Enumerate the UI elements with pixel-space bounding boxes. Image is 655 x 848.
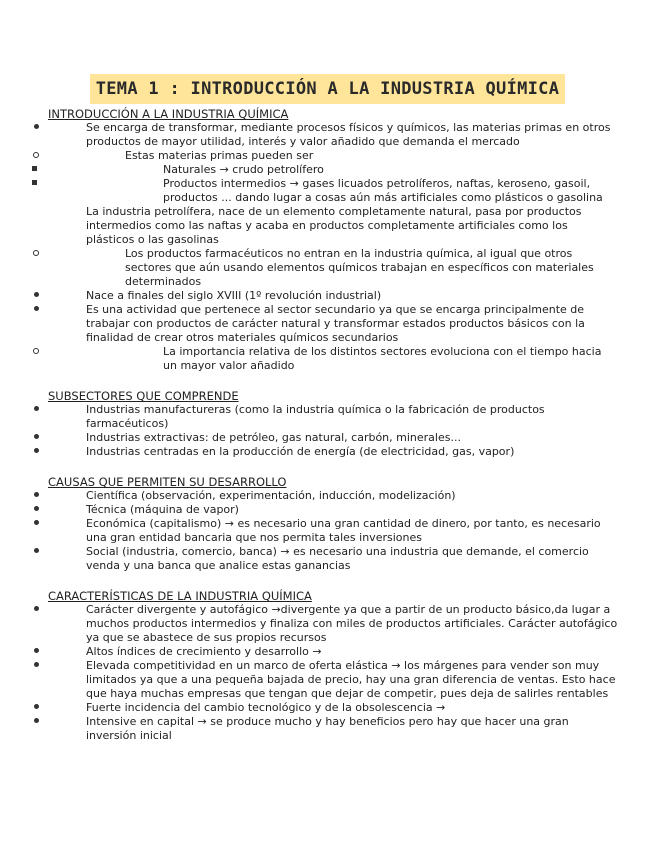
list-item [48,445,618,459]
list-item [48,431,618,445]
list-item-text: Nace a finales del siglo XVIII (1º revolución industrial) [86,289,382,302]
title-wrap [0,74,655,104]
list-item-text: Se encarga de transformar, mediante procesos físicos y químicos, las materias primas en otros productos de mayor utilidad, interés y valor añadido que demanda el mercado [86,121,611,148]
bullet-icon [30,303,42,317]
list-item [48,345,618,373]
bullet-list [48,403,618,459]
bullet-icon [30,517,42,531]
list-item [48,403,618,431]
list-item [48,289,618,303]
list-item-text: Industrias manufactureras (como la industria química o la fabricación de productos farmacéuticos) [86,403,545,430]
list-item-text: Productos intermedios → gases licuados petrolíferos, naftas, keroseno, gasoil, productos ... dando lugar a cosas aún más artificiales como plásticos o gasolina [163,177,603,204]
circle-bullet-icon [30,247,42,261]
list-item [48,247,618,289]
section-causas [48,475,618,573]
section-introduccion [48,107,618,373]
bullet-icon [30,503,42,517]
bullet-icon [30,715,42,729]
circle-bullet-icon [30,149,42,163]
section-heading: SUBSECTORES QUE COMPRENDE [48,389,239,403]
bullet-icon [30,545,42,559]
bullet-icon [30,403,42,417]
list-item-text: Elevada competitividad en un marco de oferta elástica → los márgenes para vender son muy limitados ya que a una pequeña bajada de precio, hay una gran diferencia de ventas. Esto hace que haya muchas empresas que tengan que dejar de competir, pues deja de salirles rentables [86,659,616,700]
page-title: TEMA 1 : INTRODUCCIÓN A LA INDUSTRIA QUÍMICA [90,74,566,104]
list-item-text: Técnica (máquina de vapor) [86,503,239,516]
bullet-list [48,247,618,373]
list-item [48,503,618,517]
document-content [48,107,618,759]
list-item-text: La importancia relativa de los distintos sectores evoluciona con el tiempo hacia un mayor valor añadido [163,345,602,372]
list-item [48,517,618,545]
bullet-list [48,121,618,205]
list-item [48,121,618,149]
list-item [48,659,618,701]
list-item [48,489,618,503]
square-bullet-icon [28,163,40,177]
bullet-icon [30,289,42,303]
circle-bullet-icon [30,345,42,359]
list-item [48,715,618,743]
list-item-text: Fuerte incidencia del cambio tecnológico y de la obsolescencia → [86,701,446,714]
list-item [48,545,618,573]
section-heading: CAUSAS QUE PERMITEN SU DESARROLLO [48,475,287,489]
list-item-text: Carácter divergente y autofágico →divergente ya que a partir de un producto básico,da lugar a muchos productos intermedios y finaliza con miles de productos artificiales. Carácter autofágico ya que se abastece de sus propios recursos [86,603,618,644]
bullet-list [48,603,618,743]
list-item [48,645,618,659]
list-item-text: Estas materias primas pueden ser [125,149,314,162]
section-heading: CARACTERÍSTICAS DE LA INDUSTRIA QUÍMICA [48,589,312,603]
list-item-text: Los productos farmacéuticos no entran en la industria química, al igual que otros sectores que aún usando elementos químicos trabajan en específicos con materiales determinados [125,247,594,288]
bullet-icon [30,121,42,135]
list-item-text: Intensive en capital → se produce mucho y hay beneficios pero hay que hacer una gran inversión inicial [86,715,569,742]
list-item [48,177,618,205]
section-caracteristicas [48,589,618,743]
list-item-text: Industrias centradas en la producción de energía (de electricidad, gas, vapor) [86,445,515,458]
list-item [48,603,618,645]
bullet-icon [30,701,42,715]
paragraph: La industria petrolífera, nace de un elemento completamente natural, pasa por productos intermedios como las naftas y acaba en productos completamente artificiales como los plásticos o las gasolinas [86,205,582,246]
bullet-icon [30,445,42,459]
list-item-text: Altos índices de crecimiento y desarrollo → [86,645,322,658]
list-item [48,149,618,163]
section-heading: INTRODUCCIÓN A LA INDUSTRIA QUÍMICA [48,107,289,121]
bullet-icon [30,431,42,445]
bullet-icon [30,659,42,673]
list-item-text: Económica (capitalismo) → es necesario una gran cantidad de dinero, por tanto, es necesario una gran entidad bancaria que nos permita tales inversiones [86,517,601,544]
list-item-text: Naturales → crudo petrolífero [163,163,324,176]
list-item-text: Industrias extractivas: de petróleo, gas natural, carbón, minerales... [86,431,461,444]
square-bullet-icon [28,177,40,191]
list-item [48,303,618,345]
list-item-text: Científica (observación, experimentación, inducción, modelización) [86,489,456,502]
bullet-list [48,489,618,573]
list-item [48,163,618,177]
section-subsectores [48,389,618,459]
bullet-icon [30,645,42,659]
bullet-icon [30,489,42,503]
list-item-text: Es una actividad que pertenece al sector secundario ya que se encarga principalmente de trabajar con productos de carácter natural y transformar estados productos básicos con la finalidad de crear otros materiales químicos secundarios [86,303,585,344]
bullet-icon [30,603,42,617]
list-item-text: Social (industria, comercio, banca) → es necesario una industria que demande, el comercio venda y una banca que analice estas ganancias [86,545,589,572]
list-item [48,701,618,715]
